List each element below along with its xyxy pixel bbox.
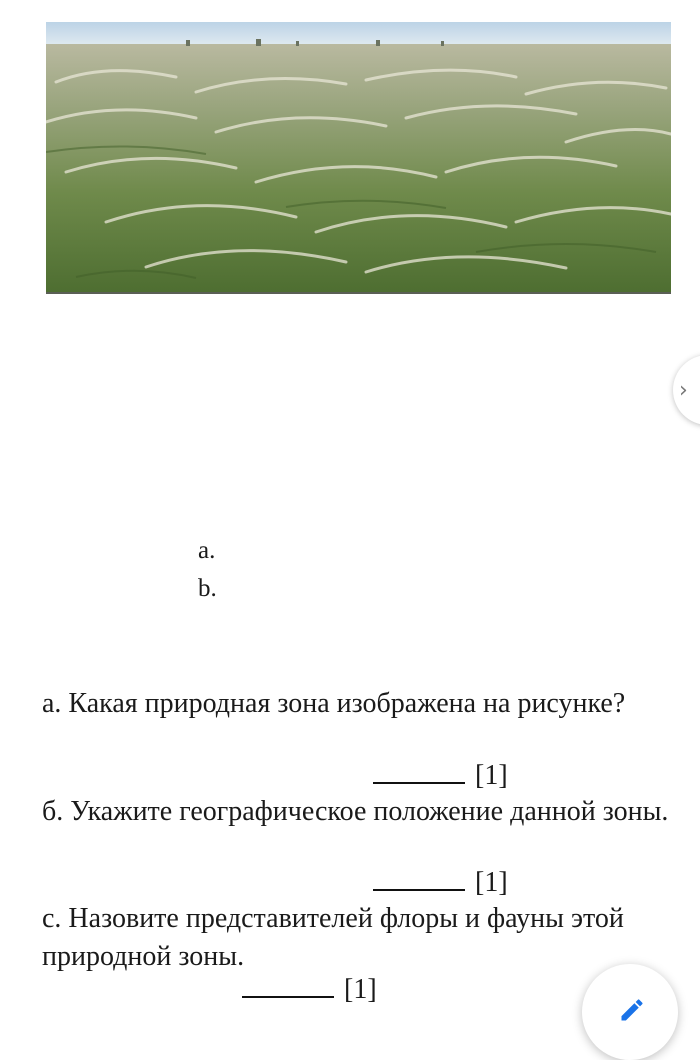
mark-b: [1] xyxy=(475,867,508,898)
chevron-right-icon: › xyxy=(679,377,688,403)
edit-button[interactable] xyxy=(582,964,678,1060)
steppe-grass-image xyxy=(46,22,671,292)
next-page-button[interactable] xyxy=(673,355,700,425)
option-a: a. xyxy=(198,537,216,564)
question-a: a. Какая природная зона изображена на рисунке? xyxy=(42,688,626,719)
question-b: б. Укажите географическое положение данной зоны. xyxy=(42,796,669,827)
mark-a: [1] xyxy=(475,760,508,791)
mark-c: [1] xyxy=(344,974,377,1005)
steppe-photo xyxy=(46,22,671,294)
question-c: c. Назовите представителей флоры и фауны этой природной зоны. xyxy=(42,903,624,972)
blank-line xyxy=(373,865,465,891)
option-b: b. xyxy=(198,575,217,602)
answer-blank-b xyxy=(373,864,508,902)
answer-blank-c xyxy=(242,971,377,1009)
answer-blank-a xyxy=(373,757,508,795)
answer-options xyxy=(198,532,217,608)
pencil-icon xyxy=(618,996,646,1024)
blank-line xyxy=(373,758,465,784)
blank-line xyxy=(242,972,334,998)
